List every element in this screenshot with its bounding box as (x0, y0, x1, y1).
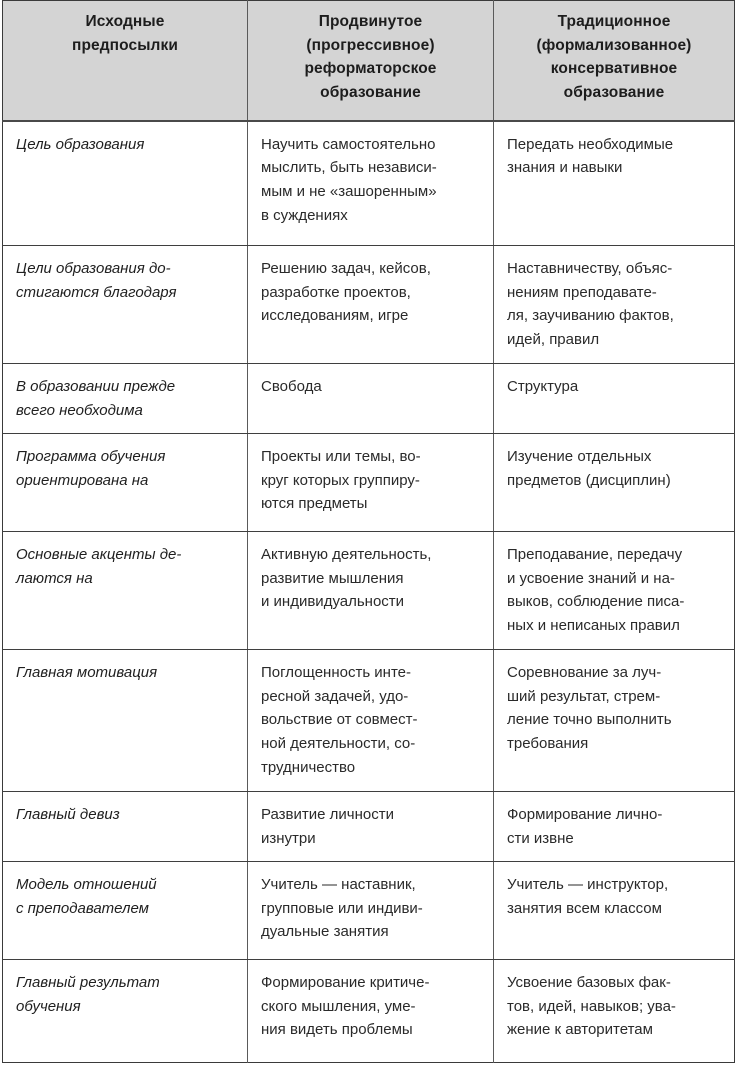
progressive-cell-3-line-2: ются предметы (261, 495, 368, 513)
progressive-cell-4-line-0: Активную деятельность, (261, 546, 432, 563)
progressive-cell-2-line-0: Свобода (261, 378, 322, 395)
traditional-cell-5-line-3: требования (507, 735, 589, 753)
progressive-cell-5-line-2: вольствие от совмест- (261, 711, 418, 729)
traditional-cell-8-line-0: Усвоение базовых фак- (507, 974, 671, 991)
column-header-premises (3, 1, 248, 121)
progressive-cell-8-line-0: Формирование критиче- (261, 974, 430, 991)
premise-cell-0-line-0: Цель образования (16, 135, 145, 153)
premise-cell-1-line-0: Цели образования до- (16, 260, 171, 277)
table-row (3, 650, 735, 792)
traditional-cell (494, 792, 735, 862)
progressive-cell (248, 121, 494, 246)
header-0-line-0: Исходные (85, 13, 165, 30)
traditional-cell (494, 862, 735, 960)
progressive-cell (248, 792, 494, 862)
traditional-cell (494, 364, 735, 434)
progressive-cell-3-line-1: круг которых группиру- (261, 471, 420, 489)
traditional-cell (494, 650, 735, 792)
progressive-cell (248, 532, 494, 650)
premise-cell-4-line-1: лаются на (16, 569, 93, 587)
premise-cell (3, 246, 248, 364)
traditional-cell (494, 960, 735, 1063)
progressive-cell-0-line-3: в суждениях (261, 206, 348, 224)
progressive-cell-7-line-2: дуальные занятия (261, 923, 389, 941)
premise-cell-7-line-0: Модель отношений (16, 876, 157, 893)
premise-cell (3, 121, 248, 246)
premise-cell (3, 532, 248, 650)
traditional-cell (494, 121, 735, 246)
header-2-line-1: (формализованное) (536, 36, 692, 54)
traditional-cell-4-line-3: ных и неписаных правил (507, 617, 680, 635)
traditional-cell-7-line-1: занятия всем классом (507, 899, 662, 917)
progressive-cell (248, 960, 494, 1063)
traditional-cell (494, 532, 735, 650)
header-1-line-0: Продвинутое (318, 13, 423, 30)
header-1-line-3: образование (320, 84, 421, 102)
premise-cell-8-line-1: обучения (16, 997, 81, 1015)
progressive-cell (248, 364, 494, 434)
premise-cell (3, 960, 248, 1063)
header-1-line-2: реформаторское (304, 60, 437, 78)
table-row (3, 532, 735, 650)
traditional-cell-1-line-0: Наставничеству, объяс- (507, 260, 673, 277)
progressive-cell-5-line-0: Поглощенность инте- (261, 664, 412, 681)
table-header (3, 1, 735, 121)
column-header-progressive-education (248, 1, 494, 121)
premise-cell (3, 434, 248, 532)
progressive-cell-0-line-1: мыслить, быть независи- (261, 159, 437, 177)
progressive-cell-8-line-1: ского мышления, уме- (261, 997, 416, 1015)
progressive-cell-6-line-1: изнутри (261, 829, 316, 847)
column-header-traditional-education (494, 1, 735, 121)
premise-cell-1-line-1: стигаются благодаря (16, 283, 177, 301)
premise-cell-3-line-1: ориентирована на (16, 471, 149, 489)
traditional-cell-4-line-1: и усвоение знаний и на- (507, 569, 675, 587)
progressive-cell-1-line-0: Решению задач, кейсов, (261, 260, 431, 277)
table-row (3, 246, 735, 364)
premise-cell (3, 792, 248, 862)
progressive-cell-1-line-1: разработке проектов, (261, 283, 411, 301)
premise-cell-2-line-1: всего необходима (16, 401, 143, 419)
traditional-cell-8-line-1: тов, идей, навыков; ува- (507, 997, 676, 1015)
progressive-cell-0-line-0: Научить самостоятельно (261, 135, 436, 153)
premise-cell-4-line-0: Основные акценты де- (16, 546, 182, 563)
progressive-cell-0-line-2: мым и не «зашоренным» (261, 182, 437, 200)
traditional-cell-1-line-1: нениям преподавате- (507, 283, 657, 301)
table-row (3, 364, 735, 434)
table-body (3, 121, 735, 1063)
traditional-cell-0-line-1: знания и навыки (507, 159, 623, 177)
progressive-cell-5-line-3: ной деятельности, со- (261, 735, 416, 753)
traditional-cell-8-line-2: жение к авторитетам (507, 1021, 653, 1039)
header-0-line-1: предпосылки (71, 36, 178, 54)
header-1-line-1: (прогрессивное) (306, 36, 435, 54)
premise-cell (3, 650, 248, 792)
traditional-cell-6-line-1: сти извне (507, 829, 574, 847)
progressive-cell-6-line-0: Развитие личности (261, 806, 394, 823)
premise-cell (3, 364, 248, 434)
progressive-cell (248, 650, 494, 792)
traditional-cell-2-line-0: Структура (507, 378, 579, 395)
header-2-line-0: Традиционное (557, 13, 671, 30)
progressive-cell-4-line-1: развитие мышления (261, 569, 404, 587)
traditional-cell-5-line-2: ление точно выполнить (507, 711, 672, 729)
table-row (3, 862, 735, 960)
premise-cell-5-line-0: Главная мотивация (16, 664, 158, 681)
progressive-cell-3-line-0: Проекты или темы, во- (261, 448, 421, 465)
progressive-cell (248, 246, 494, 364)
table-row (3, 792, 735, 862)
education-comparison-table (2, 0, 735, 1063)
progressive-cell-7-line-1: групповые или индиви- (261, 899, 423, 917)
traditional-cell-4-line-2: выков, соблюдение писа- (507, 593, 685, 611)
progressive-cell-4-line-2: и индивидуальности (261, 593, 405, 611)
progressive-cell-5-line-1: ресной задачей, удо- (261, 687, 409, 705)
traditional-cell-6-line-0: Формирование лично- (507, 806, 663, 823)
traditional-cell-5-line-1: ший результат, стрем- (507, 687, 661, 705)
table-row (3, 434, 735, 532)
traditional-cell-1-line-2: ля, заучиванию фактов, (507, 307, 674, 325)
traditional-cell-7-line-0: Учитель — инструктор, (507, 876, 669, 893)
header-2-line-3: образование (563, 84, 665, 102)
traditional-cell (494, 434, 735, 532)
traditional-cell-3-line-1: предметов (дисциплин) (507, 471, 671, 489)
premise-cell-2-line-0: В образовании прежде (16, 378, 176, 395)
premise-cell-3-line-0: Программа обучения (16, 448, 166, 465)
table-row (3, 960, 735, 1063)
traditional-cell-3-line-0: Изучение отдельных (507, 448, 652, 465)
premise-cell-6-line-0: Главный девиз (16, 806, 120, 823)
header-row (3, 1, 735, 121)
progressive-cell-1-line-2: исследованиям, игре (261, 307, 409, 325)
traditional-cell-0-line-0: Передать необходимые (507, 135, 674, 153)
progressive-cell (248, 862, 494, 960)
progressive-cell-7-line-0: Учитель — наставник, (261, 876, 416, 893)
progressive-cell-8-line-2: ния видеть проблемы (261, 1021, 413, 1039)
traditional-cell-5-line-0: Соревнование за луч- (507, 664, 662, 681)
traditional-cell-1-line-3: идей, правил (507, 331, 600, 349)
premise-cell-7-line-1: с преподавателем (16, 899, 149, 917)
premise-cell (3, 862, 248, 960)
traditional-cell (494, 246, 735, 364)
table-row (3, 121, 735, 246)
progressive-cell-5-line-4: трудничество (261, 758, 356, 776)
traditional-cell-4-line-0: Преподавание, передачу (507, 546, 683, 563)
progressive-cell (248, 434, 494, 532)
premise-cell-8-line-0: Главный результат (16, 974, 160, 991)
header-2-line-2: консервативное (550, 60, 678, 78)
